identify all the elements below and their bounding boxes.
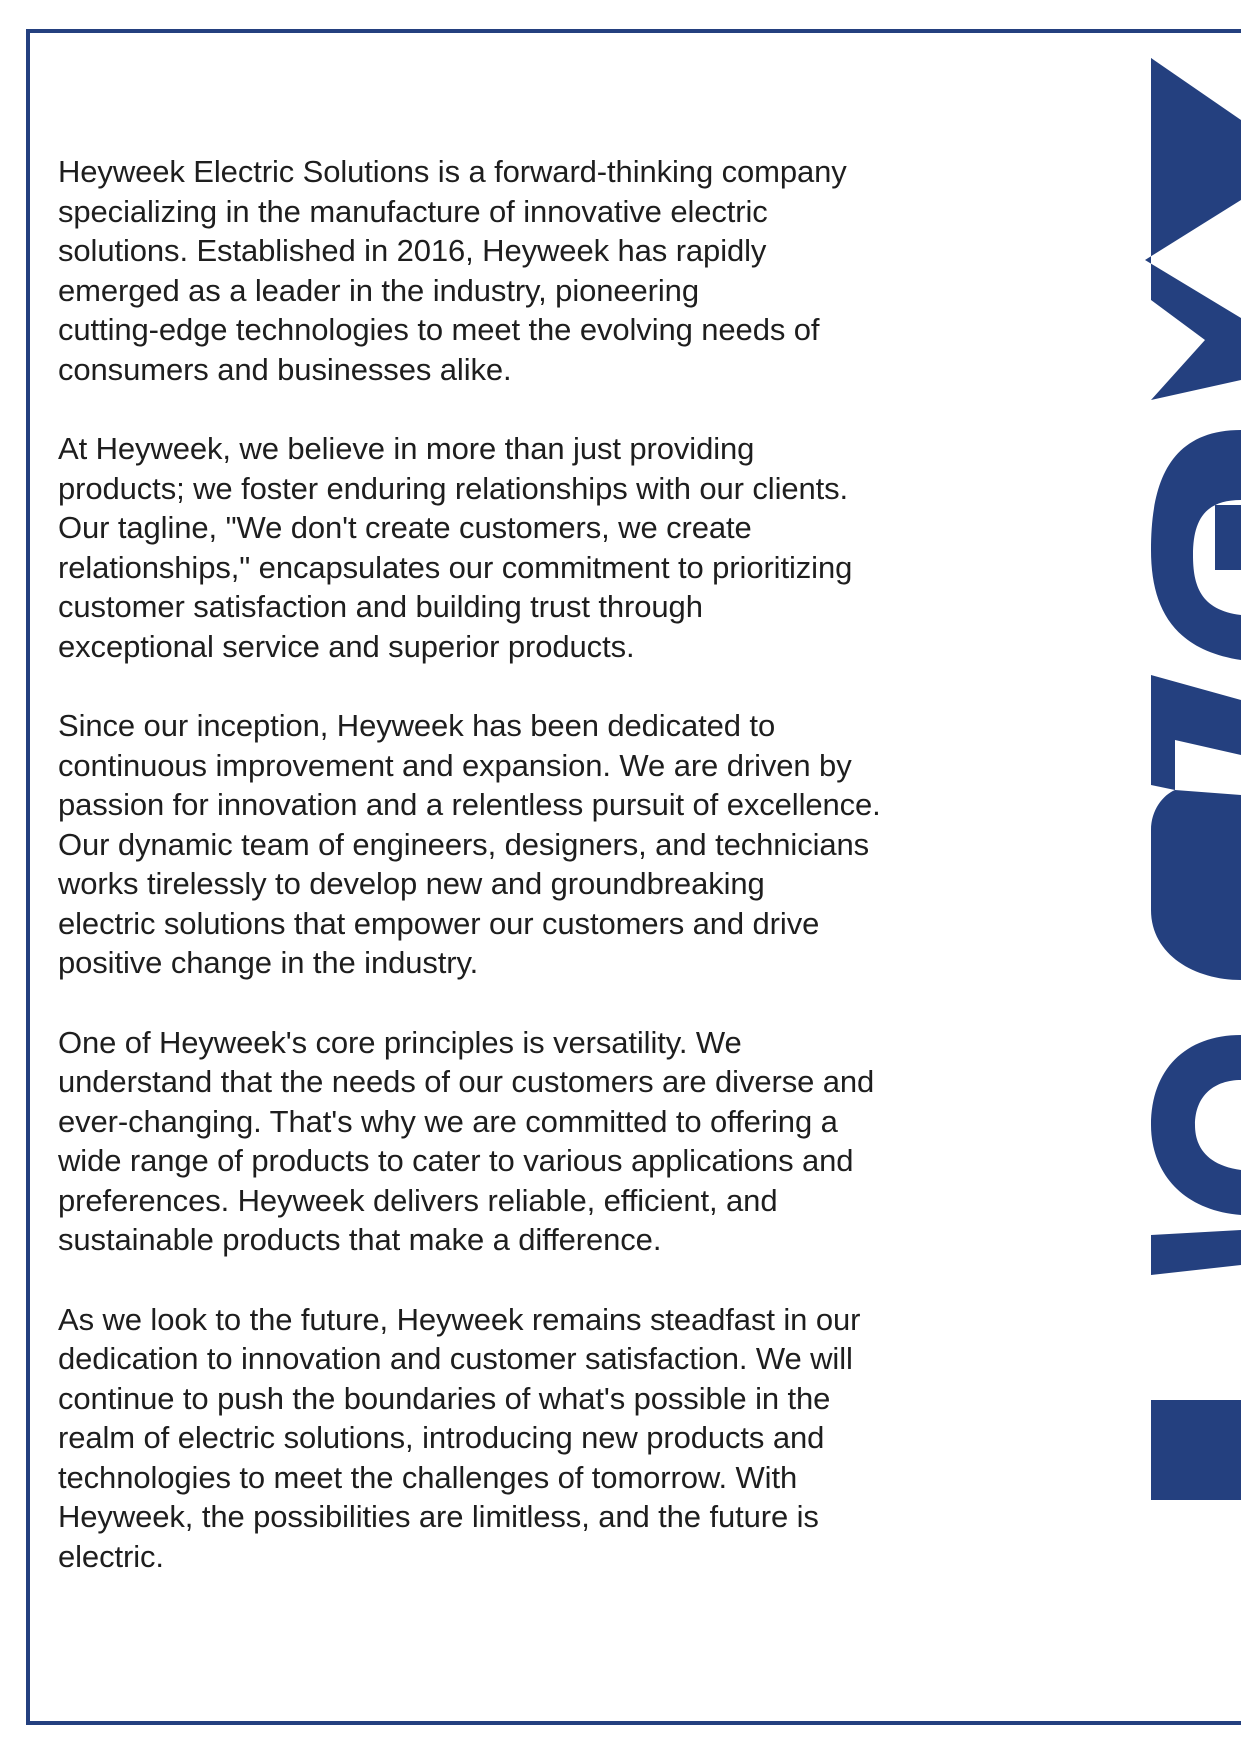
paragraph-relationships: At Heyweek, we believe in more than just providing products; we foster enduring relationships with our clients. Our tagline, "We don't create customers, we create relationships," encapsulates our commitment to prioritizing customer satisfaction and building trust through exceptional service and superior products. (58, 431, 853, 664)
wordmark-letter-h-lower (1151, 1035, 1241, 1215)
wordmark-letter-h-upper (1151, 675, 1241, 980)
company-description (58, 152, 978, 1616)
paragraph-innovation: Since our inception, Heyweek has been dedicated to continuous improvement and expansion. We are driven by passion for innovation and a relentless pursuit of excellence. Our dynamic team of engineers, designers, and technicians works tirelessly to develop new and groundbreaking electric solutions that empower our customers and drive positive change in the industry. (58, 708, 881, 980)
wordmark-letter-stem (1151, 1400, 1241, 1500)
paragraph-intro: Heyweek Electric Solutions is a forward-thinking company specializing in the manufacture of innovative electric solutions. Established in 2016, Heyweek has rapidly emerged as a leader in the industry, pioneering cutting-edge technologies to meet the evolving needs of consumers and businesses alike. (58, 154, 847, 387)
paragraph-future: As we look to the future, Heyweek remains steadfast in our dedication to innovation and customer satisfaction. We will continue to push the boundaries of what's possible in the realm of electric solutions, introducing new products and technologies to meet the challenges of tomorrow. With Heyweek, the possibilities are limitless, and the future is electric. (58, 1301, 861, 1574)
wordmark-graphic (975, 50, 1241, 1690)
vertical-brand-wordmark (975, 50, 1241, 1690)
paragraph-versatility: One of Heyweek's core principles is versatility. We understand that the needs of our customers are diverse and ever-changing. That's why we are committed to offering a wide range of products to cater to various applications and preferences. Heyweek delivers reliable, efficient, and sustainable products that make a difference. (58, 1024, 875, 1257)
wordmark-letter-e-bar (1215, 505, 1241, 570)
wordmark-letter-h-right (1151, 1230, 1241, 1275)
